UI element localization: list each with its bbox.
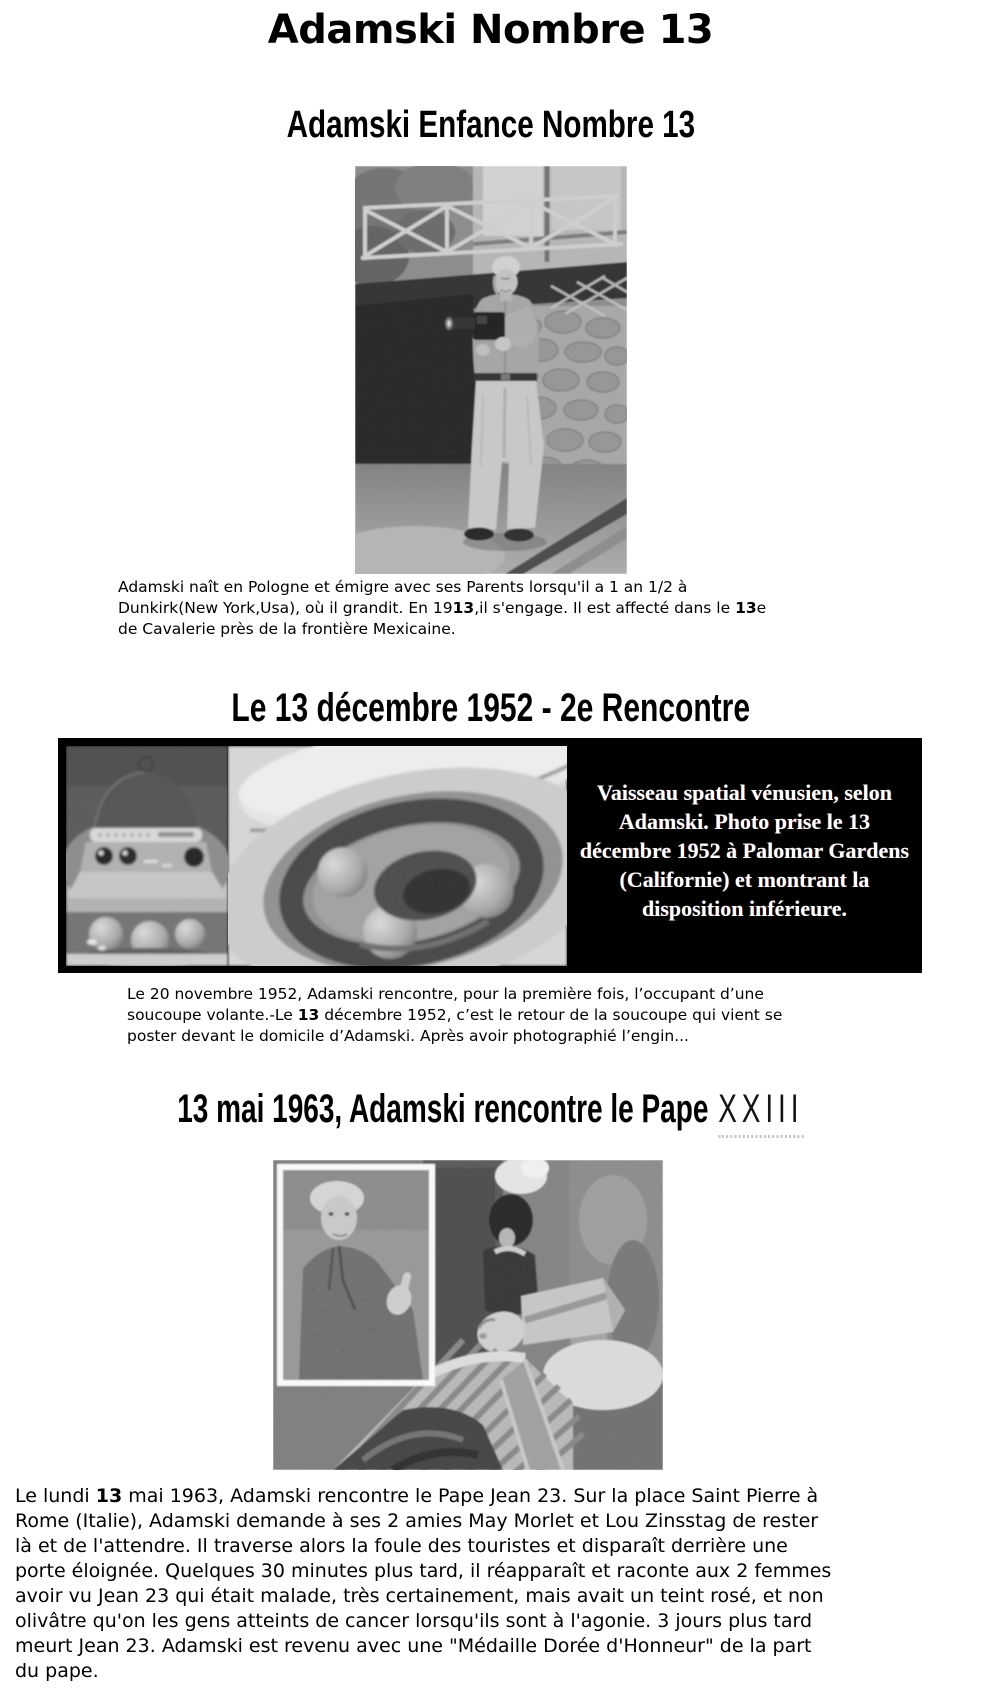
section-rencontre-heading: Le 13 décembre 1952 - 2e Rencontre: [231, 685, 750, 730]
section-pape: [0, 1083, 981, 1684]
paragraph-line: porte éloignée. Quelques 30 minutes plus tard, il réapparaît et raconte aux 2 femmes: [15, 1559, 832, 1582]
banner-caption-line: (Californie) et montrant la: [619, 866, 870, 892]
paragraph-line: avoir vu Jean 23 qui était malade, très certainement, mais avait un teint rosé, et non: [15, 1584, 824, 1607]
caption-line: de Cavalerie près de la frontière Mexicaine.: [118, 619, 456, 638]
rencontre-caption: [127, 984, 981, 1047]
adamski-pope-photo: [273, 1160, 663, 1470]
section-pape-heading: [0, 1083, 981, 1135]
section-enfance: [0, 104, 981, 640]
caption-line: Dunkirk(New York,Usa), où il grandit. En 1913,il s'engage. Il est affecté dans le 13e: [118, 598, 767, 617]
caption-line: Adamski naît en Pologne et émigre avec ses Parents lorsqu'il a 1 an 1/2 à: [118, 577, 688, 596]
ufo-banner-photos: [58, 738, 567, 973]
pape-heading-roman-numeral[interactable]: XXIII: [718, 1087, 803, 1138]
scout-ship-side-view-photo: [66, 746, 228, 966]
adamski-camera-photo-illustration: [355, 166, 627, 574]
ufo-banner-caption: [567, 738, 922, 973]
adamski-camera-photo: [355, 166, 627, 574]
pape-heading-text: 13 mai 1963, Adamski rencontre le Pape: [177, 1086, 709, 1131]
paragraph-line: olivâtre qu'on les gens atteints de cancer lorsqu'ils sont à l'agonie. 3 jours plus tard: [15, 1609, 813, 1632]
paragraph-line: meurt Jean 23. Adamski est revenu avec une "Médaille Dorée d'Honneur" de la part: [15, 1634, 812, 1657]
caption-line: Le 20 novembre 1952, Adamski rencontre, pour la première fois, l’occupant d’une: [127, 984, 764, 1003]
banner-caption-line: décembre 1952 à Palomar Gardens: [579, 837, 910, 863]
section-enfance-heading: Adamski Enfance Nombre 13: [286, 104, 695, 146]
caption-line: soucoupe volante.-Le 13 décembre 1952, c’est le retour de la soucoupe qui vient se: [127, 1005, 783, 1024]
banner-caption-line: Adamski. Photo prise le 13: [618, 808, 871, 834]
banner-caption-line: Vaisseau spatial vénusien, selon: [596, 779, 893, 805]
caption-line: poster devant le domicile d’Adamski. Après avoir photographié l’engin...: [127, 1026, 689, 1045]
paragraph-line: là et de l'attendre. Il traverse alors la foule des touristes et disparaît derrière une: [15, 1534, 788, 1557]
page-title: Adamski Nombre 13: [267, 7, 714, 53]
paragraph-line: du pape.: [15, 1659, 99, 1682]
paragraph-line: Le lundi 13 mai 1963, Adamski rencontre le Pape Jean 23. Sur la place Saint Pierre à: [15, 1484, 819, 1507]
section-rencontre: [0, 685, 981, 1047]
enfance-caption: [118, 577, 981, 640]
saucer-underside-photo: [228, 746, 567, 966]
paragraph-line: Rome (Italie), Adamski demande à ses 2 amies May Morlet et Lou Zinsstag de rester: [15, 1509, 819, 1532]
adamski-pope-photo-illustration: [273, 1160, 663, 1470]
ufo-banner: [58, 738, 922, 973]
banner-caption-line: disposition inférieure.: [642, 895, 847, 921]
pape-paragraph: [15, 1484, 981, 1684]
